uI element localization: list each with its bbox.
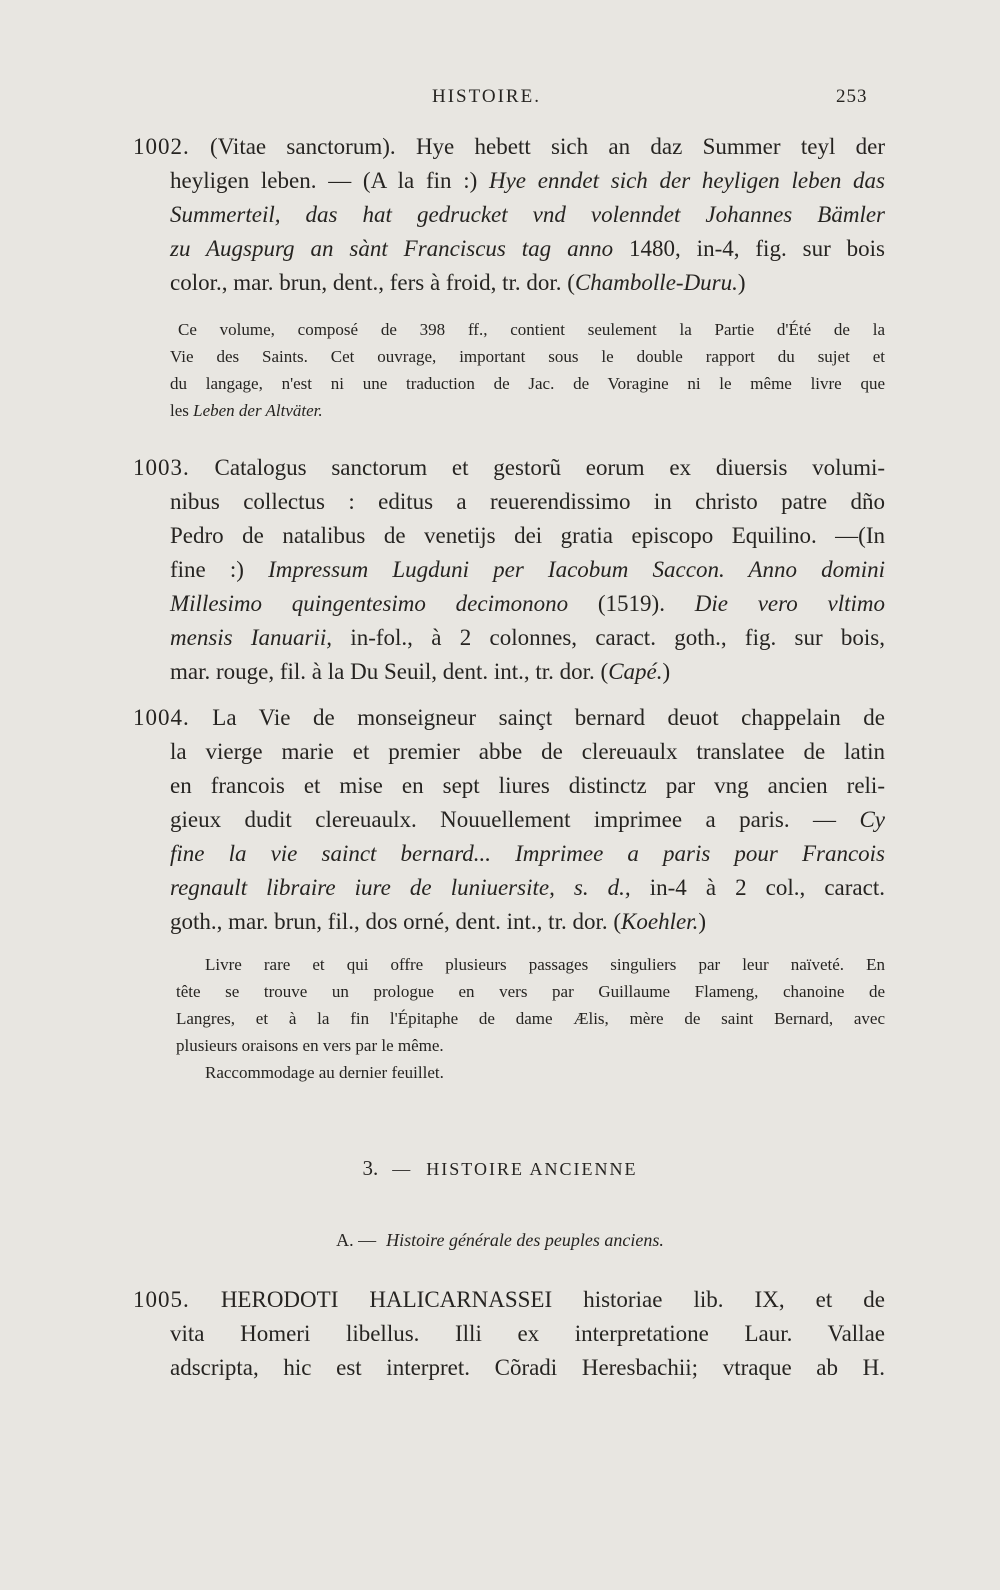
entry-1002-note: Ce volume, composé de 398 ff., contient seulement la Partie d'Été de la Vie des Saints. Cet ouvrage, important sous le double rapport du sujet et du langage, n'est ni une traduction de Jac. de Voragine ni le même livre que les Leben der Altväter. (170, 320, 885, 420)
running-title: HISTOIRE. (432, 86, 541, 107)
section-heading: 3. — HISTOIRE ANCIENNE (362, 1156, 638, 1180)
page-number: 253 (836, 86, 868, 107)
entry-1003: 1003. Catalogus sanctorum et gestorũ eorum ex diuersis volumi- nibus collectus : editus a reuerendissimo in christo patre dño Pedro de natalibus de venetijs dei gratia episcopo Equilino. —(In fine :) Impressum Lugduni per Iacobum Saccon. Anno domini Millesimo quingentesimo decimonono (1519). Die vero vltimo mensis Ianuarii, in-fol., à 2 colonnes, caract. goth., fig. sur bois, mar. rouge, fil. à la Du Seuil, dent. int., tr. dor. (Capé.) (133, 455, 886, 684)
binder-name: Koehler. (621, 909, 699, 934)
entry-1002: 1002. (Vitae sanctorum). Hye hebett sich an daz Summer teyl der heyligen leben. — (A la fin :) Hye enndet sich der heyligen leben das Summerteil, das hat gedrucket vnd volenndet Johannes Bämler zu Augspurg an sànt Franciscus tag anno 1480, in-4, fig. sur bois color., mar. brun, dent., fers à froid, tr. dor. (Chambolle-Duru.) (133, 134, 885, 295)
entry-number: 1003. (133, 455, 190, 480)
entry-1004: 1004. La Vie de monseigneur sainçt bernard deuot chappelain de la vierge marie et premier abbe de clereuaulx translatee de latin en francois et mise en sept liures distinctz par vng ancien reli- gieux dudit clereuaulx. Nouuellement imprimee a paris. — Cy fine la vie sainct bernard... Imprimee a paris pour Francois regnault libraire iure de luniuersite, s. d., in-4 à 2 col., caract. goth., mar. brun, fil., dos orné, dent. int., tr. dor. (Koehler.) (133, 705, 885, 934)
entry-number: 1002. (133, 134, 190, 159)
binder-name: Capé. (608, 659, 663, 684)
entry-1004-note: Livre rare et qui offre plusieurs passages singuliers par leur naïveté. En tête se trouve un prologue en vers par Guillaume Flameng, chanoine de Langres, et à la fin l'Épitaphe de dame Ælis, mère de saint Bernard, avec plusieurs oraisons en vers par le même. Raccommodage au dernier feuillet. (176, 955, 885, 1082)
entry-number: 1004. (133, 705, 190, 730)
entry-number: 1005. (133, 1287, 190, 1312)
binder-name: Chambolle-Duru. (574, 270, 738, 295)
subsection-heading: A. — Histoire générale des peuples anciens. (336, 1230, 664, 1250)
entry-1005: 1005. HERODOTI HALICARNASSEI historiae lib. IX, et de vita Homeri libellus. Illi ex interpretatione Laur. Vallae adscripta, hic est interpret. Cõradi Heresbachii; vtraque ab H. (133, 1287, 885, 1380)
